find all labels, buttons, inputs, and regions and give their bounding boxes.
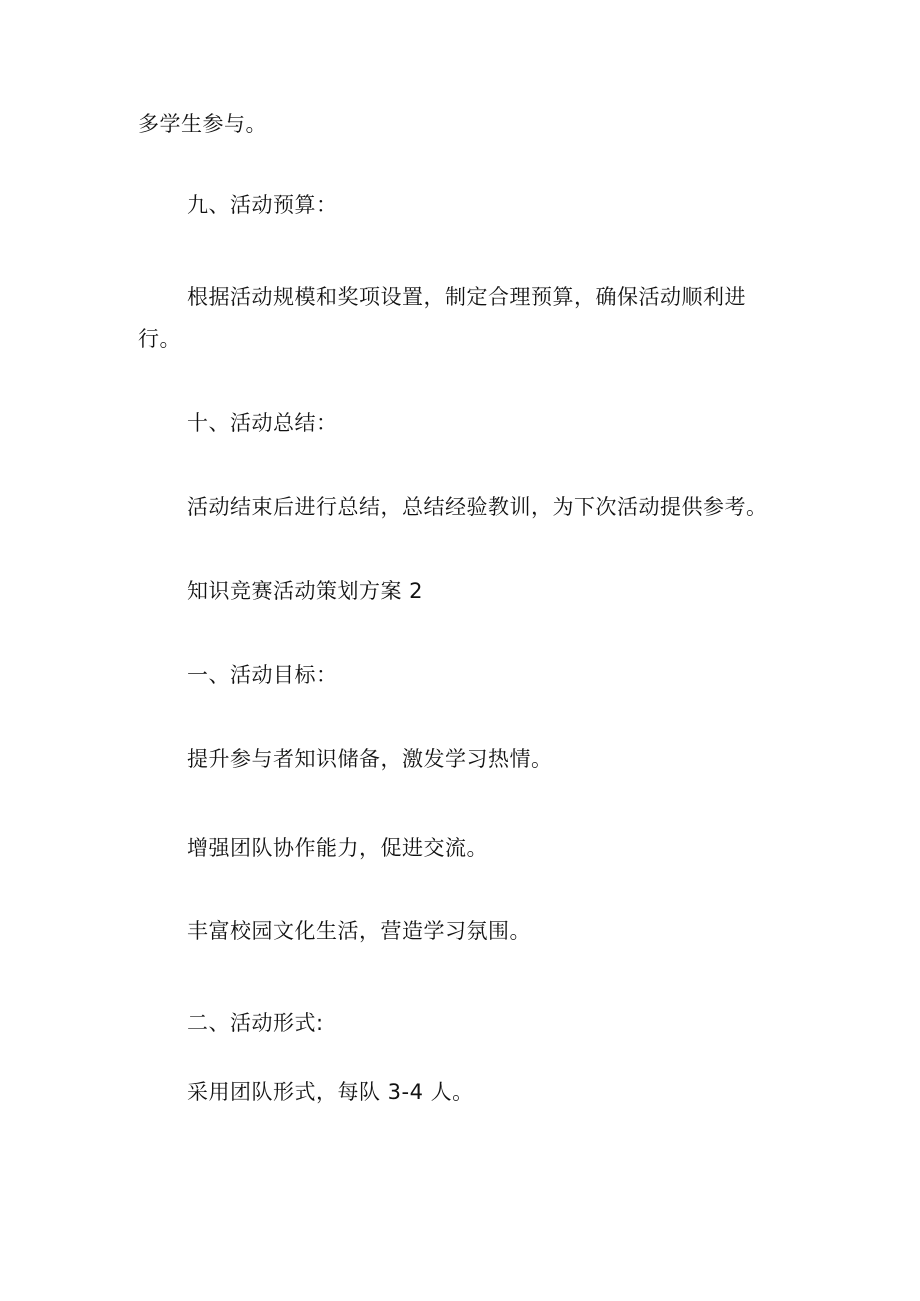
goal-item: 增强团队协作能力，促进交流。: [187, 836, 488, 860]
goal-item: 丰富校园文化生活，营造学习氛围。: [187, 919, 531, 943]
paragraph-budget-continuation: 行。: [138, 327, 181, 351]
section-heading-format: 二、活动形式:: [187, 1011, 324, 1035]
section-heading-goals: 一、活动目标：: [187, 663, 338, 687]
section-heading-budget: 九、活动预算：: [187, 193, 338, 217]
paragraph-continuation: 多学生参与。: [138, 112, 267, 136]
paragraph-summary: 活动结束后进行总结，总结经验教训，为下次活动提供参考。: [187, 495, 768, 519]
section-heading-summary: 十、活动总结：: [187, 411, 338, 435]
paragraph-format: 采用团队形式，每队 3-4 人。: [187, 1080, 474, 1104]
document-title: 知识竞赛活动策划方案 2: [187, 579, 424, 603]
paragraph-budget: 根据活动规模和奖项设置，制定合理预算，确保活动顺利进: [187, 285, 746, 309]
goal-item: 提升参与者知识储备，激发学习热情。: [187, 747, 553, 771]
